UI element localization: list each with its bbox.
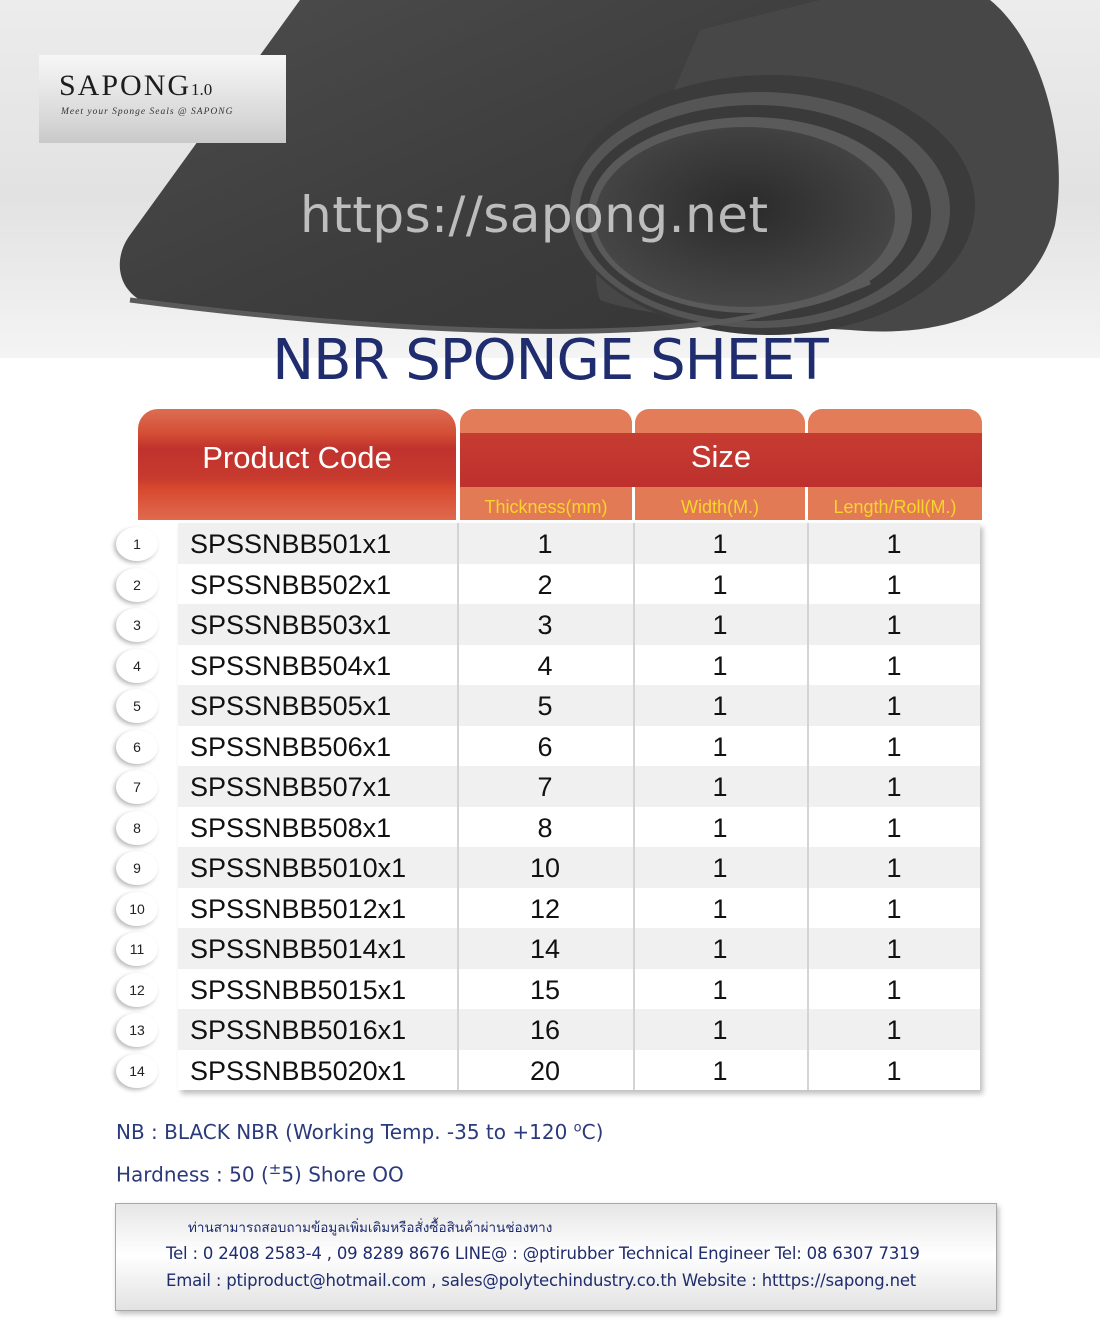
- material-note: [116, 1120, 603, 1144]
- logo-tagline: Meet your Sponge Seals @ SAPONG: [61, 107, 234, 117]
- width-cell: 1: [712, 974, 728, 1005]
- product-code-cell: SPSSNBB501x1: [190, 529, 392, 559]
- logo-name: [59, 69, 212, 103]
- table-row: [178, 928, 980, 969]
- thickness-cell: 1: [537, 529, 553, 559]
- table-row: [178, 523, 980, 564]
- thickness-cell: 15: [529, 974, 561, 1005]
- length-cell: 1: [886, 974, 902, 1005]
- row-number: 9: [116, 851, 158, 885]
- row-number: 2: [116, 568, 158, 602]
- thickness-cell: 2: [537, 569, 553, 600]
- contact-tel-line: Tel : 0 2408 2583-4 , 09 8289 8676 LINE@ : @ptirubber Technical Engineer Tel: 08 6307 7319: [166, 1244, 920, 1263]
- length-cell: 1: [886, 731, 902, 762]
- thickness-cell: 7: [537, 772, 553, 802]
- length-cell: 1: [886, 812, 902, 843]
- length-cell: 1: [886, 529, 902, 559]
- thickness-cell: 12: [529, 893, 561, 924]
- row-number: 7: [116, 770, 158, 804]
- watermark-url: https://sapong.net: [300, 186, 769, 244]
- thickness-cell: 8: [537, 812, 553, 843]
- width-cell: 1: [712, 812, 728, 843]
- width-cell: 1: [712, 893, 728, 924]
- product-code-cell: SPSSNBB507x1: [190, 772, 392, 802]
- product-table-body: [178, 523, 980, 1090]
- hero-banner: [0, 0, 1100, 358]
- column-divider: [633, 523, 635, 1090]
- width-cell: 1: [712, 569, 728, 600]
- product-code-cell: SPSSNBB5020x1: [190, 1055, 407, 1086]
- table-row: [178, 807, 980, 848]
- table-row: [178, 685, 980, 726]
- table-row: [178, 604, 980, 645]
- width-cell: 1: [712, 650, 728, 681]
- product-code-cell: SPSSNBB5012x1: [190, 893, 407, 924]
- length-cell: 1: [886, 853, 902, 883]
- contact-email-line: Email : ptiproduct@hotmail.com , sales@polytechindustry.co.th Website : htttps://sapong.net: [166, 1271, 917, 1290]
- table-row: [178, 1009, 980, 1050]
- sponge-roll-image: [0, 0, 1100, 358]
- row-number: 6: [116, 730, 158, 764]
- product-code-cell: SPSSNBB508x1: [190, 812, 392, 843]
- table-row: [178, 766, 980, 807]
- length-cell: 1: [886, 1015, 902, 1045]
- material-note-text: NB : BLACK NBR (Working Temp. -35 to +120: [116, 1120, 574, 1144]
- length-cell: 1: [886, 772, 902, 802]
- product-code-cell: SPSSNBB5015x1: [190, 974, 407, 1005]
- width-cell: 1: [712, 772, 728, 802]
- product-code-cell: SPSSNBB5010x1: [190, 853, 407, 883]
- length-cell: 1: [886, 650, 902, 681]
- material-note-unit: C): [581, 1120, 604, 1144]
- length-cell: 1: [886, 691, 902, 721]
- table-row: [178, 645, 980, 686]
- row-number: 8: [116, 811, 158, 845]
- table-row: [178, 726, 980, 767]
- width-cell: 1: [712, 691, 728, 721]
- table-row: [178, 969, 980, 1010]
- thickness-cell: 5: [537, 691, 553, 721]
- hardness-note: [116, 1160, 404, 1187]
- degree-mark: o: [573, 1120, 582, 1136]
- thickness-cell: 6: [537, 731, 553, 762]
- table-row: [178, 564, 980, 605]
- product-code-cell: SPSSNBB506x1: [190, 731, 392, 762]
- row-number: 3: [116, 608, 158, 642]
- product-code-header: [138, 409, 456, 520]
- length-cell: 1: [886, 610, 902, 640]
- row-number: 12: [116, 973, 158, 1007]
- row-number: 4: [116, 649, 158, 683]
- size-header: [460, 409, 982, 520]
- row-number: 13: [116, 1013, 158, 1047]
- thickness-cell: 20: [529, 1055, 561, 1086]
- page-title: NBR SPONGE SHEET: [272, 328, 828, 393]
- hardness-note-unit: 5) Shore OO: [281, 1162, 404, 1187]
- product-code-header-label: Product Code: [202, 440, 392, 475]
- product-code-cell: SPSSNBB504x1: [190, 650, 392, 681]
- size-header-label: Size: [690, 439, 752, 474]
- width-cell: 1: [712, 529, 728, 559]
- row-number: 11: [116, 932, 158, 966]
- length-header: Length/Roll(M.): [808, 487, 982, 520]
- thickness-cell: 14: [529, 934, 561, 964]
- thickness-cell: 4: [537, 650, 553, 681]
- row-number: 5: [116, 689, 158, 723]
- logo-name-text: SAPONG: [59, 69, 192, 102]
- product-code-cell: SPSSNBB5014x1: [190, 934, 407, 964]
- thickness-header: Thickness(mm): [460, 487, 632, 520]
- plus-minus-mark: ±: [268, 1160, 282, 1178]
- length-cell: 1: [886, 569, 902, 600]
- contact-thai-line: ท่านสามารถสอบถามข้อมูลเพิ่มเติมหรือสั่งซื้อสินค้าผ่านช่องทาง: [188, 1220, 553, 1236]
- length-cell: 1: [886, 1055, 902, 1086]
- product-code-cell: SPSSNBB502x1: [190, 569, 392, 600]
- hardness-note-text: Hardness : 50 (: [116, 1162, 269, 1187]
- logo: [39, 55, 286, 143]
- width-cell: 1: [712, 1055, 728, 1086]
- length-cell: 1: [886, 934, 902, 964]
- table-row: [178, 847, 980, 888]
- table-row: [178, 1050, 980, 1091]
- row-number: 14: [116, 1054, 158, 1088]
- row-number: 10: [116, 892, 158, 926]
- thickness-cell: 16: [529, 1015, 561, 1045]
- row-number: 1: [116, 527, 158, 561]
- product-code-cell: SPSSNBB5016x1: [190, 1015, 407, 1045]
- length-cell: 1: [886, 893, 902, 924]
- width-cell: 1: [712, 934, 728, 964]
- column-divider: [807, 523, 809, 1090]
- product-code-cell: SPSSNBB503x1: [190, 610, 392, 640]
- thickness-cell: 10: [529, 853, 561, 883]
- column-divider: [457, 523, 459, 1090]
- product-code-cell: SPSSNBB505x1: [190, 691, 392, 721]
- thickness-cell: 3: [537, 610, 553, 640]
- width-cell: 1: [712, 1015, 728, 1045]
- width-cell: 1: [712, 853, 728, 883]
- contact-box: [115, 1203, 997, 1311]
- logo-version: 1.0: [191, 80, 213, 99]
- table-row: [178, 888, 980, 929]
- width-header: Width(M.): [635, 487, 805, 520]
- width-cell: 1: [712, 731, 728, 762]
- width-cell: 1: [712, 610, 728, 640]
